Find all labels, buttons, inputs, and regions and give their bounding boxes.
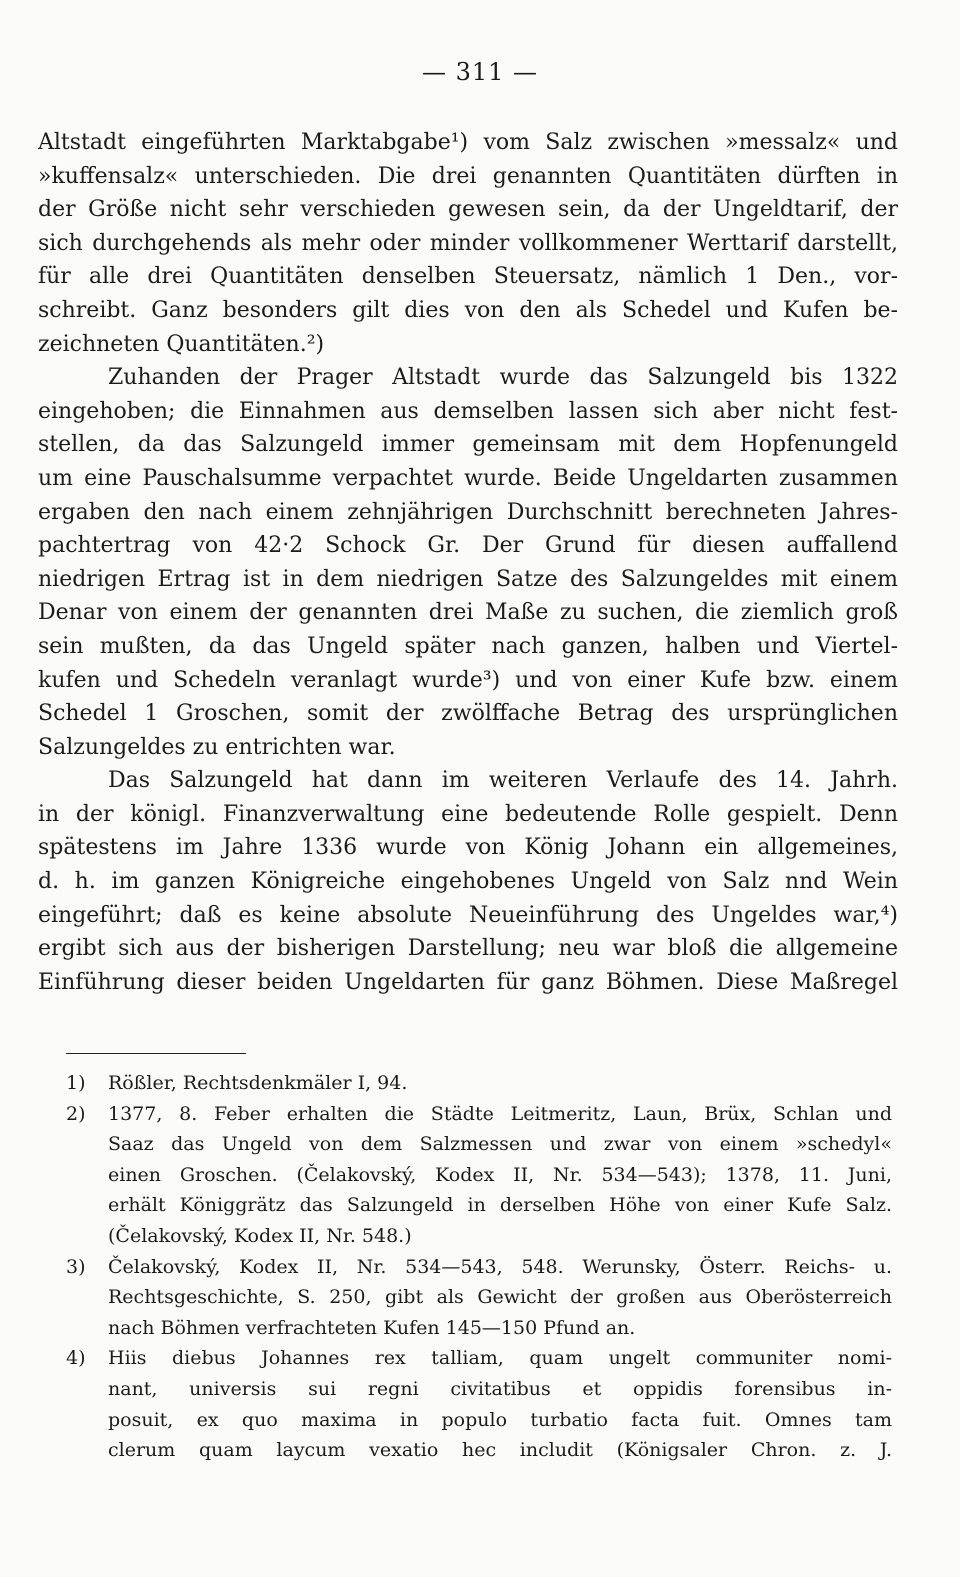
footnote-line [66,1068,892,1099]
text-line: um eine Pauschalsumme verpachtet wurde. Beide Ungeldarten zusammen [38,465,898,491]
body-text [38,126,898,999]
text-line: schreibt. Ganz besonders gilt dies von den als Schedel und Kufen be- [38,297,898,323]
text-line: Zuhanden der Prager Altstadt wurde das Salzungeld bis 1322 [108,365,898,391]
footnote-text: Rößler, Rechtsdenkmäler I, 94. [108,1072,408,1094]
footnote-line [66,1252,892,1283]
footnote-line: Rechtsgeschichte, S. 250, gibt als Gewicht der großen aus Oberösterreich [108,1286,892,1309]
text-line: niedrigen Ertrag ist in dem niedrigen Satze des Salzungeldes mit einem [38,566,898,592]
text-line: Altstadt eingeführten Marktabgabe¹) vom Salz zwischen »messalz« und [38,130,898,155]
text-line: ergibt sich aus der bisherigen Darstellung; neu war bloß die allgemeine [38,936,898,962]
footnote-divider [66,1053,246,1054]
footnote-line: nach Böhmen verfrachteten Kufen 145—150 Pfund an. [108,1316,636,1339]
text-line: kufen und Schedeln veranlagt wurde³) und von einer Kufe bzw. einem [38,667,898,693]
footnote-line [66,1099,892,1130]
text-line: für alle drei Quantitäten denselben Steuersatz, nämlich 1 Den., vor- [38,264,898,290]
footnote-text: 1377, 8. Feber erhalten die Städte Leitmeritz, Laun, Brüx, Schlan und [108,1102,892,1125]
text-line: sich durchgehends als mehr oder minder vollkommener Werttarif darstellt, [38,230,898,256]
text-line: pachtertrag von 42·2 Schock Gr. Der Grund für diesen auffallend [38,533,898,559]
text-line: d. h. im ganzen Königreiche eingehobenes Ungeld von Salz nnd Wein [38,869,898,895]
footnote-line: einen Groschen. (Čelakovský, Kodex II, Nr. 534—543); 1378, 11. Juni, [108,1163,892,1186]
footnote-text: Čelakovský, Kodex II, Nr. 534—543, 548. Werunsky, Österr. Reichs- u. [108,1255,892,1278]
footnote-number: 4) [66,1347,86,1370]
footnote-line [66,1343,892,1374]
text-line: in der königl. Finanzverwaltung eine bedeutende Rolle gespielt. Denn [38,801,898,827]
text-line: sein mußten, da das Ungeld später nach ganzen, halben und Viertel- [38,633,898,659]
text-line: eingehoben; die Einnahmen aus demselben lassen sich aber nicht fest- [38,398,898,424]
footnotes [66,1068,892,1466]
footnote-line: nant, universis sui regni civitatibus et oppidis forensibus in- [108,1377,892,1400]
footnote-text: Hiis diebus Johannes rex talliam, quam ungelt communiter nomi- [108,1347,892,1370]
text-line: Denar von einem der genannten drei Maße zu suchen, die ziemlich groß [38,600,898,626]
footnote-line: Saaz das Ungeld von dem Salzmessen und zwar von einem »schedyl« [108,1133,892,1156]
text-line: Das Salzungeld hat dann im weiteren Verlaufe des 14. Jahrh. [108,768,898,794]
footnote-line: posuit, ex quo maxima in populo turbatio facta fuit. Omnes tam [108,1408,892,1431]
text-line: zeichneten Quantitäten.²) [38,331,325,357]
text-line: Schedel 1 Groschen, somit der zwölffache Betrag des ursprünglichen [38,701,898,727]
text-line: Salzungeldes zu entrichten war. [38,734,396,760]
text-line: Einführung dieser beiden Ungeldarten für ganz Böhmen. Diese Maßregel [38,969,898,995]
text-line: »kuffensalz« unterschieden. Die drei genannten Quantitäten dürften in [38,163,898,189]
footnote-line: clerum quam laycum vexatio hec includit (Königsaler Chron. z. J. [108,1439,892,1462]
footnote-number: 1) [66,1072,86,1094]
text-line: eingeführt; daß es keine absolute Neueinführung des Ungeldes war,⁴) [38,902,898,928]
text-line: spätestens im Jahre 1336 wurde von König Johann ein allgemeines, [38,835,898,861]
text-line: ergaben den nach einem zehnjährigen Durchschnitt berechneten Jahres- [38,499,898,525]
footnote-line: (Čelakovský, Kodex II, Nr. 548.) [108,1224,412,1247]
text-line: stellen, da das Salzungeld immer gemeinsam mit dem Hopfenungeld [38,432,898,458]
footnote-line: erhält Königgrätz das Salzungeld in derselben Höhe von einer Kufe Salz. [108,1194,892,1217]
page-number: — 311 — [421,58,539,86]
footnote-number: 3) [66,1255,86,1278]
text-line: der Größe nicht sehr verschieden gewesen sein, da der Ungeldtarif, der [38,197,898,223]
footnote-number: 2) [66,1102,86,1125]
